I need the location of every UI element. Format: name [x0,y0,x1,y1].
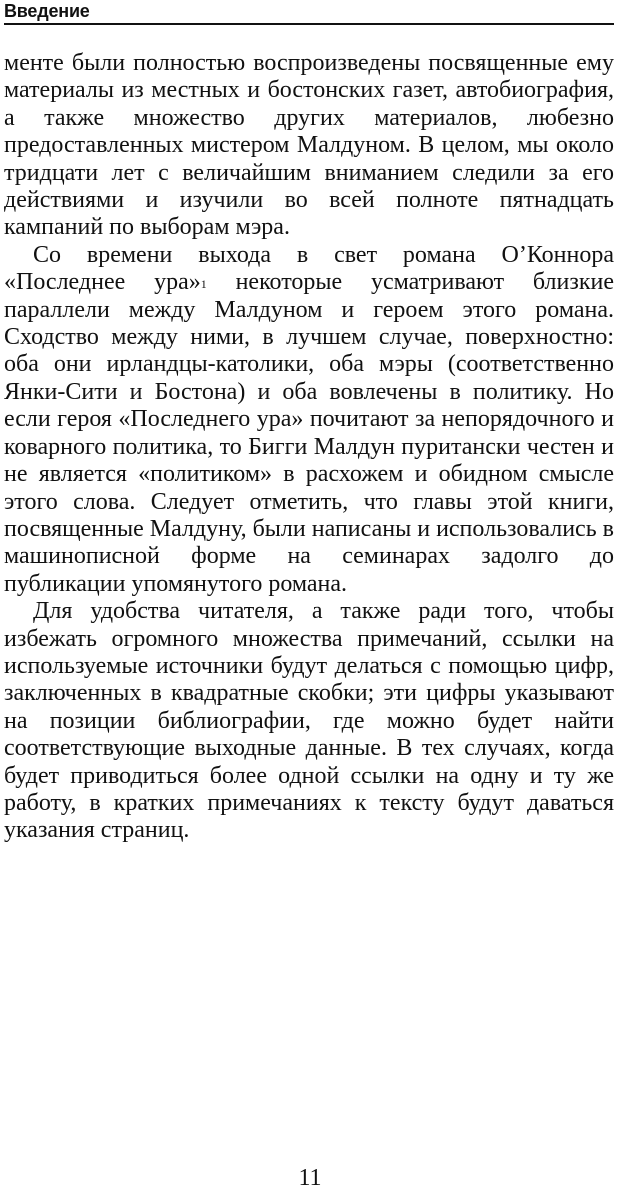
paragraph-text-before-note: Со времени выхода в свет романа О’Коннора «Последнее ура» [4,241,614,296]
paragraph-references-note: Для удобства читателя, а также ради того, чтобы избежать огромного множества примечаний, ссылки на используемые источники будут делаться с помощью цифр, заключенных в квадратные скобки; эти цифры указывают на позиции библиографии, где можно будет найти соответствующие выходные данные. В тех случаях, когда будет приводиться более одной ссылки на одну и ту же работу, в кратких примечаниях к тексту будут даваться указания страниц. [4,598,614,844]
paragraph-text-after-note: некоторые усматривают близкие параллели между Малдуном и героем этого романа. Сходство между ними, в лучшем случае, поверхностно: оба они ирландцы-католики, оба мэры (соответственно Янки-Сити и Бостона) и оба вовлечены в политику. Но если героя «Последнего ура» почитают за непорядочного и коварного политика, то Бигги Малдун пуритански честен и не является «политиком» в расхожем и обидном смысле этого слова. Следует отметить, что главы этой книги, посвященные Малдуну, были написаны и использовались в машинописной форме на семинарах задолго до публикации упомянутого романа. [4,269,614,597]
paragraph-novel-comparison [4,242,614,598]
paragraph-continuation: менте были полностью воспроизведены посвященные ему материалы из местных и бостонских газет, автобиография, а также множество других материалов, любезно предоставленных мистером Малдуном. В целом, мы около тридцати лет с величайшим вниманием следили за его действиями и изучили во всей полноте пятнадцать кампаний по выборам мэра. [4,50,614,241]
running-head: Введение [4,1,90,21]
footnote-mark: 1 [200,277,207,292]
header-rule [4,23,614,25]
body-text [4,50,614,845]
page-number: 11 [298,1165,322,1191]
